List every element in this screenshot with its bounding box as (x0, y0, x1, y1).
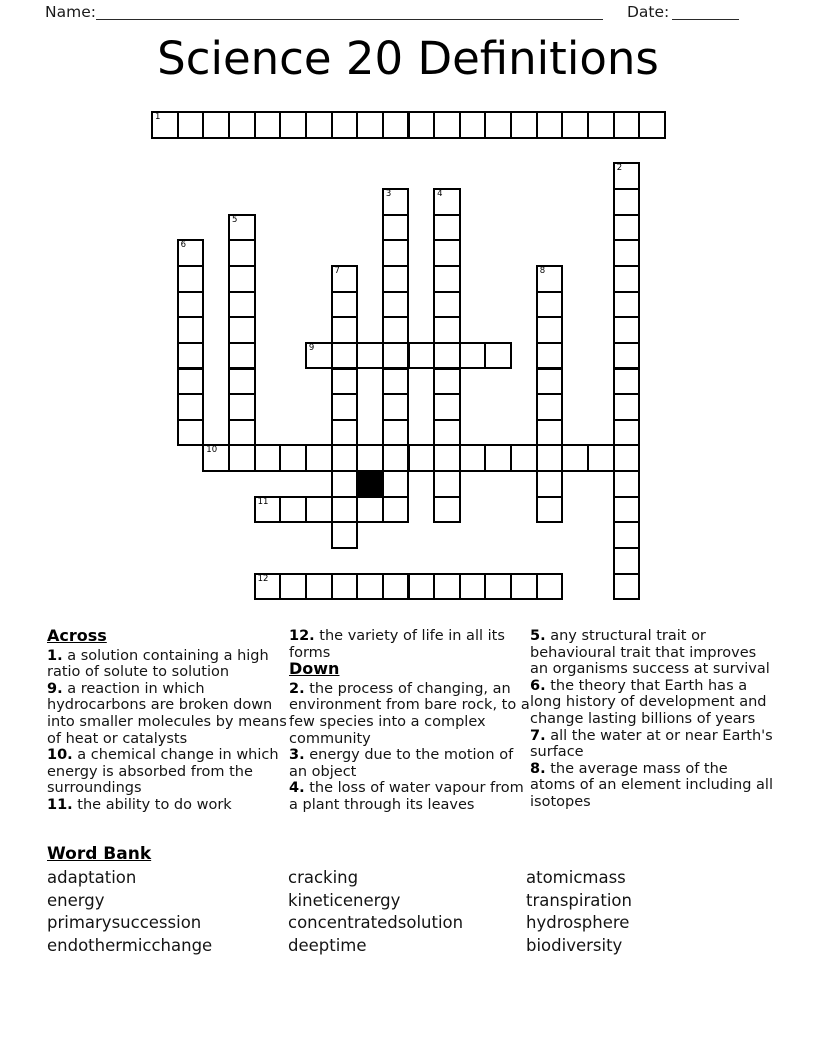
grid-cell (613, 419, 641, 447)
grid-cell (613, 368, 641, 396)
grid-cell (202, 111, 230, 139)
grid-cell (408, 573, 436, 601)
word-bank-item: adaptation (47, 868, 137, 887)
word-bank-item: kineticenergy (288, 890, 401, 910)
grid-cell (228, 111, 256, 139)
grid-cell (228, 239, 256, 267)
word-bank-item: transpiration (526, 890, 632, 910)
name-label: Name: (45, 3, 96, 21)
grid-cell (228, 214, 256, 242)
grid-cell (536, 368, 564, 396)
clue-item: 10. a chemical change in which energy is absorbed from the surroundings (47, 747, 279, 797)
clue-item: 2. the process of changing, an environment from bare rock, to a few species into a complex community (289, 680, 530, 747)
clue-number: 8 (539, 265, 546, 276)
clue-number: 9 (308, 342, 315, 353)
grid-cell (433, 393, 461, 421)
grid-cell (536, 496, 564, 524)
grid-cell (177, 368, 205, 396)
grid-cell (484, 111, 512, 139)
grid-cell (613, 291, 641, 319)
clue-item: 11. the ability to do work (47, 796, 232, 813)
grid-cell (613, 162, 641, 190)
grid-cell (382, 444, 410, 472)
word-bank-item: deeptime (288, 936, 367, 956)
grid-cell (433, 239, 461, 267)
grid-cell (382, 239, 410, 267)
grid-cell (356, 111, 384, 139)
grid-cell (305, 111, 333, 139)
grid-cell (613, 265, 641, 293)
grid-cell (356, 444, 384, 472)
clue-item: 3. energy due to the motion of an object (289, 747, 514, 780)
clue-item-number: 2. (289, 680, 305, 697)
grid-cell (254, 444, 282, 472)
grid-cell (382, 393, 410, 421)
grid-cell (382, 573, 410, 601)
clue-item-number: 8. (530, 760, 546, 777)
clue-number: 2 (616, 163, 623, 174)
grid-cell (331, 265, 359, 293)
clue-item-number: 4. (289, 780, 305, 797)
grid-cell (484, 342, 512, 370)
grid-cell (331, 573, 359, 601)
grid-cell (382, 265, 410, 293)
clue-item: 9. a reaction in which hydrocarbons are broken down into smaller molecules by means of heat or catalysts (47, 680, 287, 747)
grid-cell (613, 444, 641, 472)
word-bank-heading: Word Bank (47, 844, 152, 864)
grid-cell (331, 316, 359, 344)
grid-cell (331, 444, 359, 472)
grid-cell (331, 496, 359, 524)
grid-cell (536, 291, 564, 319)
clue-number: 5 (231, 214, 238, 225)
clue-item: 1. a solution containing a high ratio of solute to solution (47, 647, 269, 681)
word-bank-item: energy (47, 890, 105, 910)
clue-item-number: 10. (47, 747, 73, 764)
clue-number: 6 (180, 240, 187, 251)
clue-item: 8. the average mass of the atoms of an element including all isotopes (530, 760, 773, 810)
grid-cell (382, 368, 410, 396)
grid-cell (613, 214, 641, 242)
grid-cell (408, 111, 436, 139)
clue-item-number: 7. (530, 727, 546, 744)
grid-cell (459, 111, 487, 139)
grid-cell (177, 316, 205, 344)
word-bank-item: primarysuccession (47, 913, 202, 933)
grid-cell (510, 111, 538, 139)
clue-item-number: 3. (289, 747, 305, 764)
grid-cell (228, 291, 256, 319)
grid-cell (433, 444, 461, 472)
date-blank-line (672, 19, 739, 20)
word-bank-item: cracking (288, 868, 359, 887)
grid-cell (382, 316, 410, 344)
clue-number: 11 (257, 496, 269, 507)
word-bank-item: endothermicchange (47, 936, 213, 956)
grid-cell (613, 547, 641, 575)
grid-cell (408, 342, 436, 370)
grid-cell (433, 111, 461, 139)
grid-cell (382, 419, 410, 447)
grid-cell (382, 214, 410, 242)
clue-item: 4. the loss of water vapour from a plant through its leaves (289, 780, 524, 813)
clue-item-number: 11. (47, 796, 73, 813)
word-bank-column-1 (47, 867, 277, 958)
grid-cell (202, 444, 230, 472)
clue-item: 5. any structural trait or behavioural trait that improves an organisms success at survival (530, 628, 770, 678)
grid-cell (331, 419, 359, 447)
word-bank-item: hydrosphere (526, 913, 630, 933)
grid-cell (356, 496, 384, 524)
grid-cell (613, 111, 641, 139)
grid-cell (433, 265, 461, 293)
clue-number: 3 (385, 188, 392, 199)
grid-cell (331, 111, 359, 139)
word-bank-item: concentratedsolution (288, 913, 464, 933)
crossword-grid (151, 111, 667, 601)
word-bank-column-3 (526, 867, 756, 958)
grid-cell (536, 265, 564, 293)
clue-section-heading: Across (47, 626, 107, 645)
grid-cell (228, 393, 256, 421)
grid-cell (382, 470, 410, 498)
clue-item: 12. the variety of life in all its forms (289, 628, 505, 661)
grid-cell (433, 291, 461, 319)
word-bank-column-2 (288, 867, 518, 958)
grid-cell (536, 470, 564, 498)
grid-cell (177, 393, 205, 421)
clue-item: 6. the theory that Earth has a long history of development and change lasting billions of years (530, 677, 767, 727)
grid-cell (484, 573, 512, 601)
grid-cell (408, 444, 436, 472)
grid-cell (613, 393, 641, 421)
grid-cell (228, 368, 256, 396)
grid-cell (279, 111, 307, 139)
grid-cell (613, 521, 641, 549)
grid-cell (433, 342, 461, 370)
grid-cell (613, 239, 641, 267)
date-label: Date: (627, 3, 670, 21)
grid-cell (331, 368, 359, 396)
grid-cell (331, 521, 359, 549)
word-bank-item: biodiversity (526, 936, 623, 956)
grid-cell (613, 573, 641, 601)
grid-cell (305, 342, 333, 370)
grid-cell (228, 342, 256, 370)
grid-cell (613, 496, 641, 524)
grid-cell (382, 111, 410, 139)
grid-cell (459, 444, 487, 472)
grid-cell (459, 573, 487, 601)
grid-cell (177, 419, 205, 447)
grid-cell (254, 496, 282, 524)
grid-cell (510, 573, 538, 601)
grid-cell (536, 316, 564, 344)
grid-cell (382, 342, 410, 370)
clues-column-3 (530, 628, 776, 811)
grid-cell (433, 496, 461, 524)
grid-cell (151, 111, 179, 139)
grid-cell (228, 265, 256, 293)
grid-cell (305, 573, 333, 601)
grid-cell (177, 111, 205, 139)
clue-number: 4 (437, 188, 443, 199)
grid-cell (382, 291, 410, 319)
grid-cell (305, 444, 333, 472)
grid-cell (433, 188, 461, 216)
grid-cell (587, 111, 615, 139)
grid-cell (613, 470, 641, 498)
grid-cell (305, 496, 333, 524)
grid-cell (536, 342, 564, 370)
clue-item-number: 9. (47, 680, 63, 697)
grid-cell (613, 342, 641, 370)
grid-cell (536, 111, 564, 139)
grid-cell (177, 265, 205, 293)
grid-cell (536, 393, 564, 421)
grid-cell (613, 316, 641, 344)
clues-column-2 (289, 628, 532, 814)
grid-cell (254, 111, 282, 139)
clue-number: 7 (334, 265, 340, 276)
grid-cell (638, 111, 666, 139)
clue-number: 1 (155, 112, 161, 122)
grid-cell (613, 188, 641, 216)
grid-cell (433, 214, 461, 242)
grid-cell (356, 573, 384, 601)
grid-cell (228, 316, 256, 344)
grid-cell (177, 342, 205, 370)
grid-cell (382, 188, 410, 216)
clue-number: 10 (206, 445, 218, 456)
name-blank-line (96, 19, 603, 20)
grid-cell (228, 419, 256, 447)
grid-cell (561, 111, 589, 139)
grid-cell (459, 342, 487, 370)
grid-cell (331, 470, 359, 498)
grid-cell (228, 444, 256, 472)
grid-cell (433, 316, 461, 344)
grid-cell (484, 444, 512, 472)
grid-cell (433, 573, 461, 601)
grid-cell (433, 470, 461, 498)
clue-section-heading: Down (289, 659, 340, 679)
grid-cell (177, 239, 205, 267)
clue-item-number: 1. (47, 647, 63, 664)
clues-column-1 (47, 628, 287, 814)
clue-item: 7. all the water at or near Earth's surface (530, 727, 773, 761)
clue-item-number: 12. (289, 628, 315, 644)
grid-cell (382, 496, 410, 524)
grid-cell (356, 342, 384, 370)
grid-cell (433, 419, 461, 447)
grid-cell (536, 444, 564, 472)
grid-cell (177, 291, 205, 319)
grid-cell (254, 573, 282, 601)
black-cell (356, 470, 384, 498)
grid-cell (561, 444, 589, 472)
grid-cell (433, 368, 461, 396)
grid-cell (279, 444, 307, 472)
grid-cell (536, 419, 564, 447)
clue-number: 12 (257, 573, 269, 584)
grid-cell (279, 496, 307, 524)
page-title: Science 20 Definitions (157, 32, 659, 85)
clue-item-number: 6. (530, 677, 546, 694)
grid-cell (331, 393, 359, 421)
grid-cell (587, 444, 615, 472)
grid-cell (536, 573, 564, 601)
grid-cell (510, 444, 538, 472)
word-bank-item: atomicmass (526, 868, 626, 887)
grid-cell (331, 342, 359, 370)
clue-item-number: 5. (530, 628, 546, 644)
grid-cell (279, 573, 307, 601)
grid-cell (331, 291, 359, 319)
